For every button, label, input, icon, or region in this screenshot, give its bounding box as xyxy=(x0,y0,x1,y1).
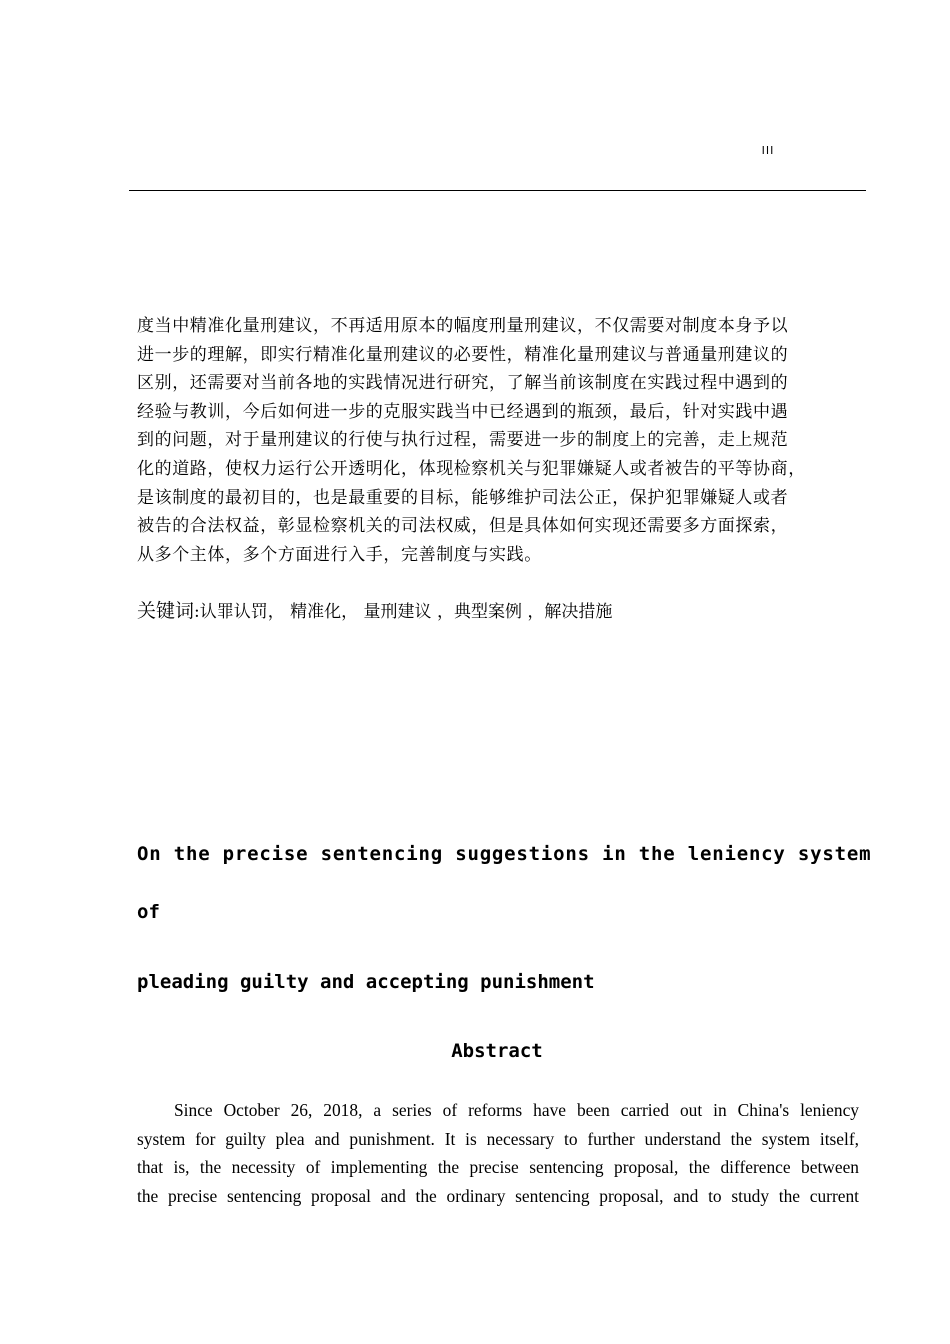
header-divider xyxy=(129,190,866,191)
chinese-abstract-line: 区别，还需要对当前各地的实践情况进行研究，了解当前该制度在实践过程中遇到的 xyxy=(137,373,789,394)
chinese-abstract-line: 从多个主体，多个方面进行入手，完善制度与实践。 xyxy=(137,544,542,565)
english-abstract-line: that is, the necessity of implementing the precise sentencing proposal, the difference between xyxy=(137,1157,859,1178)
english-title-line-1: On the precise sentencing suggestions in the leniency system xyxy=(137,843,872,865)
chinese-abstract-line: 化的道路，使权力运行公开透明化，体现检察机关与犯罪嫌疑人或者被告的平等协商， xyxy=(137,458,806,479)
chinese-abstract-line: 经验与教训，今后如何进一步的克服实践当中已经遇到的瓶颈，最后，针对实践中遇 xyxy=(137,401,789,422)
english-abstract-line: Since October 26, 2018, a series of reforms have been carried out in China's leniency xyxy=(174,1100,859,1120)
chinese-abstract-line: 是该制度的最初目的，也是最重要的目标，能够维护司法公正，保护犯罪嫌疑人或者 xyxy=(137,487,789,508)
chinese-abstract-line: 进一步的理解，即实行精准化量刑建议的必要性，精准化量刑建议与普通量刑建议的 xyxy=(137,344,789,365)
english-title-line-2: of xyxy=(137,901,160,923)
english-abstract-line: the precise sentencing proposal and the ordinary sentencing proposal, and to study the current xyxy=(137,1185,859,1206)
chinese-abstract-line: 被告的合法权益，彰显检察机关的司法权威，但是具体如何实现还需要多方面探索， xyxy=(137,516,789,537)
keywords-list: 认罪认罚， 精准化， 量刑建议 ，典型案例 ，解决措施 xyxy=(199,602,613,622)
page-number: III xyxy=(761,144,775,157)
english-title-line-3: pleading guilty and accepting punishment xyxy=(137,971,595,993)
chinese-abstract-line: 度当中精准化量刑建议，不再适用原本的幅度刑量刑建议，不仅需要对制度本身予以 xyxy=(137,316,789,336)
keywords-label: 关键词 xyxy=(137,600,195,622)
chinese-keywords xyxy=(137,597,871,626)
abstract-heading: Abstract xyxy=(451,1040,543,1062)
chinese-abstract-line: 到的问题，对于量刑建议的行使与执行过程，需要进一步的制度上的完善，走上规范 xyxy=(137,430,789,451)
chinese-abstract-body xyxy=(137,312,871,569)
english-abstract-line: system for guilty plea and punishment. It is necessary to further understand the system itself, xyxy=(137,1128,859,1149)
english-abstract-body xyxy=(137,1096,859,1210)
keywords-separator: : xyxy=(194,602,200,622)
